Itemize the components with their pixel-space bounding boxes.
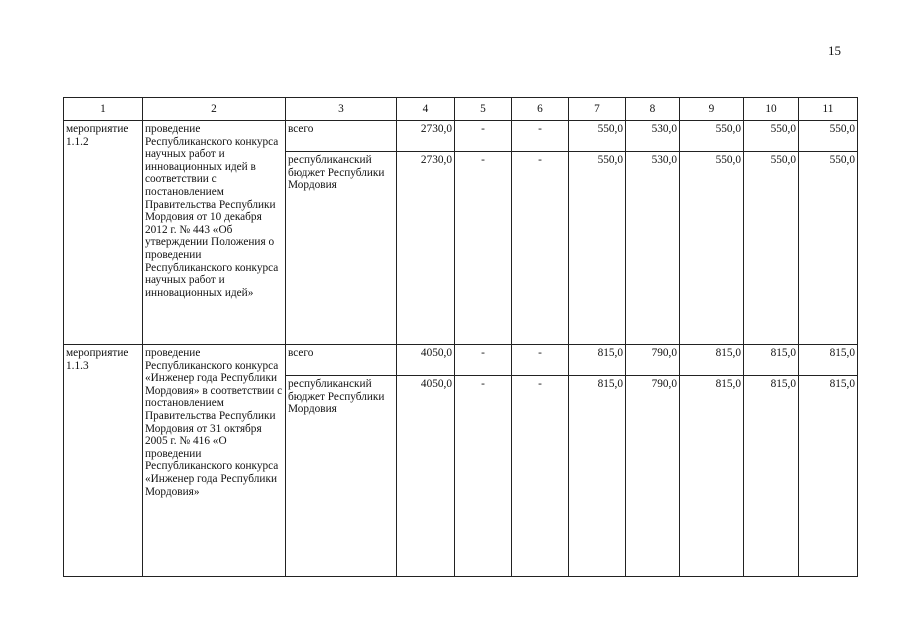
value-cell: -	[512, 345, 569, 376]
value-cell: -	[512, 376, 569, 577]
activity-type: мероприятие 1.1.2	[64, 121, 143, 345]
value-cell: 530,0	[626, 152, 680, 345]
column-header: 7	[569, 98, 626, 121]
value-cell: 815,0	[799, 345, 858, 376]
column-header: 4	[397, 98, 455, 121]
funding-source: республиканский бюджет Республики Мордовия	[286, 376, 397, 577]
value-cell: -	[455, 152, 512, 345]
value-cell: 550,0	[569, 152, 626, 345]
column-header: 9	[680, 98, 744, 121]
header-row	[64, 98, 858, 121]
value-cell: 815,0	[680, 376, 744, 577]
value-cell: 550,0	[680, 121, 744, 152]
column-header: 1	[64, 98, 143, 121]
value-cell: 815,0	[744, 376, 799, 577]
budget-table	[63, 97, 858, 577]
value-cell: -	[455, 376, 512, 577]
column-header: 11	[799, 98, 858, 121]
value-cell: -	[512, 152, 569, 345]
activity-description: проведение Республиканского конкурса научных работ и инновационных идей в соответствии с постановлением Правительства Республики Мордовия от 10 декабря 2012 г. № 443 «Об утверждении Положения о проведении Республиканского конкурса научных работ и инновационных идей»	[143, 121, 286, 345]
value-cell: 790,0	[626, 345, 680, 376]
column-header: 10	[744, 98, 799, 121]
value-cell: -	[455, 345, 512, 376]
column-header: 8	[626, 98, 680, 121]
value-cell: 550,0	[799, 152, 858, 345]
value-cell: 815,0	[799, 376, 858, 577]
column-header: 2	[143, 98, 286, 121]
value-cell: 815,0	[680, 345, 744, 376]
value-cell: 530,0	[626, 121, 680, 152]
table-row	[64, 345, 858, 376]
table-row	[64, 121, 858, 152]
funding-source: республиканский бюджет Республики Мордовия	[286, 152, 397, 345]
value-cell: 550,0	[680, 152, 744, 345]
value-cell: 790,0	[626, 376, 680, 577]
value-cell: -	[455, 121, 512, 152]
funding-source: всего	[286, 345, 397, 376]
value-cell: 550,0	[569, 121, 626, 152]
value-cell: -	[512, 121, 569, 152]
page-number: 15	[828, 43, 841, 58]
value-cell: 4050,0	[397, 345, 455, 376]
value-cell: 2730,0	[397, 121, 455, 152]
activity-type: мероприятие 1.1.3	[64, 345, 143, 577]
value-cell: 2730,0	[397, 152, 455, 345]
column-header: 5	[455, 98, 512, 121]
activity-description: проведение Республиканского конкурса «Инженер года Республики Мордовия» в соответствии с постановлением Правительства Республики Мордовия от 31 октября 2005 г. № 416 «О проведении Республиканского конкурса «Инженер года Республики Мордовия»	[143, 345, 286, 577]
value-cell: 815,0	[744, 345, 799, 376]
value-cell: 815,0	[569, 376, 626, 577]
value-cell: 4050,0	[397, 376, 455, 577]
value-cell: 550,0	[744, 121, 799, 152]
column-header: 3	[286, 98, 397, 121]
value-cell: 550,0	[744, 152, 799, 345]
column-header: 6	[512, 98, 569, 121]
value-cell: 815,0	[569, 345, 626, 376]
value-cell: 550,0	[799, 121, 858, 152]
funding-source: всего	[286, 121, 397, 152]
